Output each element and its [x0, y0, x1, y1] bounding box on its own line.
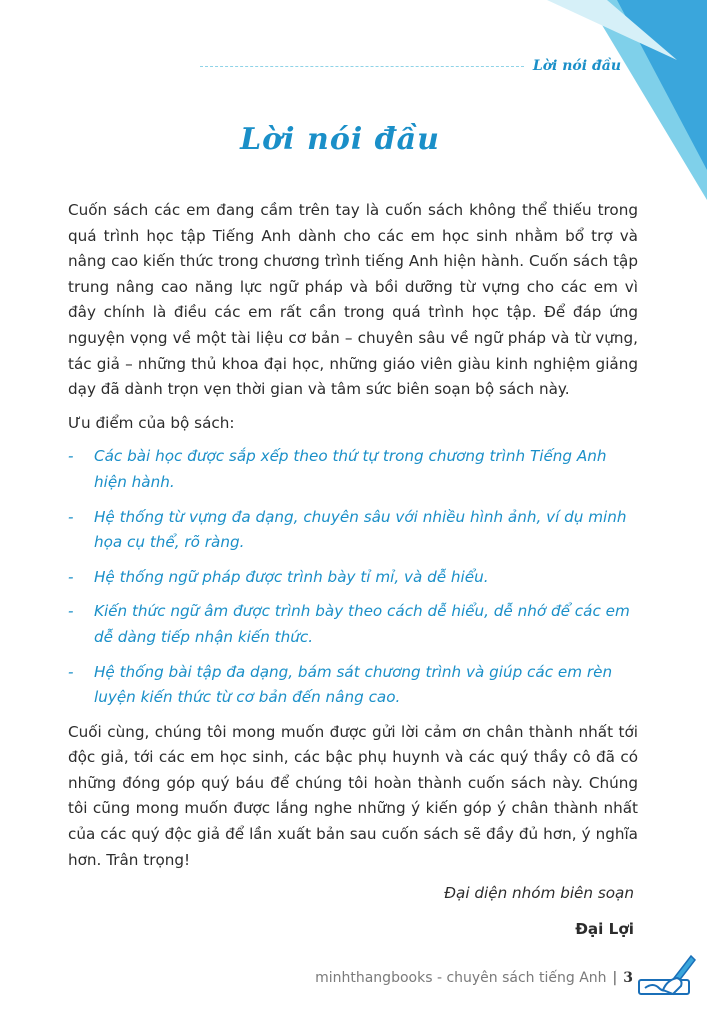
- page-footer: [315, 970, 633, 986]
- publisher-text: minhthangbooks - chuyên sách tiếng Anh: [315, 970, 607, 986]
- bullet-marker: -: [68, 507, 74, 526]
- main-content: [68, 198, 638, 942]
- list-item-text: Hệ thống từ vựng đa dạng, chuyên sâu với nhiều hình ảnh, ví dụ minh họa cụ thể, rõ ràng.: [94, 507, 627, 552]
- bullet-marker: -: [68, 447, 74, 466]
- advantages-label: Ưu điểm của bộ sách:: [68, 413, 235, 432]
- list-item: [68, 565, 638, 591]
- list-item-text: Hệ thống bài tập đa dạng, bám sát chương trình và giúp các em rèn luyện kiến thức từ cơ bản đến nâng cao.: [94, 662, 613, 707]
- list-item: [68, 660, 638, 711]
- list-item-text: Các bài học được sắp xếp theo thứ tự trong chương trình Tiếng Anh hiện hành.: [94, 447, 607, 491]
- page-number: 3: [623, 970, 633, 986]
- pen-writing-icon: [637, 950, 697, 1000]
- intro-paragraph: Cuốn sách các em đang cầm trên tay là cuốn sách không thể thiếu trong quá trình học tập Tiếng Anh dành cho các em học sinh nhằm bổ trợ và nâng cao kiến thức trong chương trình tiếng Anh hiện hành. Cuốn sách tập trung nâng cao năng lực ngữ pháp và bồi dưỡng từ vựng cho các em vì đây chính là điều các em rất cần trong quá trình học tập. Để đáp ứng nguyện vọng về một tài liệu cơ bản – chuyên sâu về ngữ pháp và từ vựng, tác giả – những thủ khoa đại học, những giáo viên giàu kinh nghiệm giảng dạy đã dành trọn vẹn thời gian và tâm sức biên soạn bộ sách này.: [68, 201, 638, 399]
- signature-name: Đại Lợi: [575, 919, 634, 938]
- bullet-marker: -: [68, 567, 74, 586]
- corner-decoration: [547, 0, 707, 200]
- list-item: [68, 444, 638, 495]
- list-item: [68, 505, 638, 556]
- advantages-list: [68, 444, 638, 710]
- list-item: [68, 599, 638, 650]
- running-header: Lời nói đầu: [532, 58, 621, 74]
- page-title: Lời nói đầu: [240, 122, 440, 157]
- list-item-text: Hệ thống ngữ pháp được trình bày tỉ mỉ, và dễ hiểu.: [94, 567, 489, 586]
- closing-paragraph: Cuối cùng, chúng tôi mong muốn được gửi lời cảm ơn chân thành nhất tới độc giả, tới các em học sinh, các bậc phụ huynh và các quý thầy cô đã có những đóng góp quý báu để chúng tôi hoàn thành cuốn sách này. Chúng tôi cũng mong muốn được lắng nghe những ý kiến góp ý chân thành nhất của các quý độc giả để lần xuất bản sau cuốn sách sẽ đầy đủ hơn, ý nghĩa hơn. Trân trọng!: [68, 722, 638, 869]
- bullet-marker: -: [68, 602, 74, 621]
- header-divider: [200, 66, 524, 67]
- list-item-text: Kiến thức ngữ âm được trình bày theo cách dễ hiểu, dễ nhớ để các em dễ dàng tiếp nhận kiến thức.: [94, 602, 630, 646]
- bullet-marker: -: [68, 662, 74, 681]
- signature-role: Đại diện nhóm biên soạn: [444, 884, 634, 903]
- footer-separator: |: [612, 970, 618, 986]
